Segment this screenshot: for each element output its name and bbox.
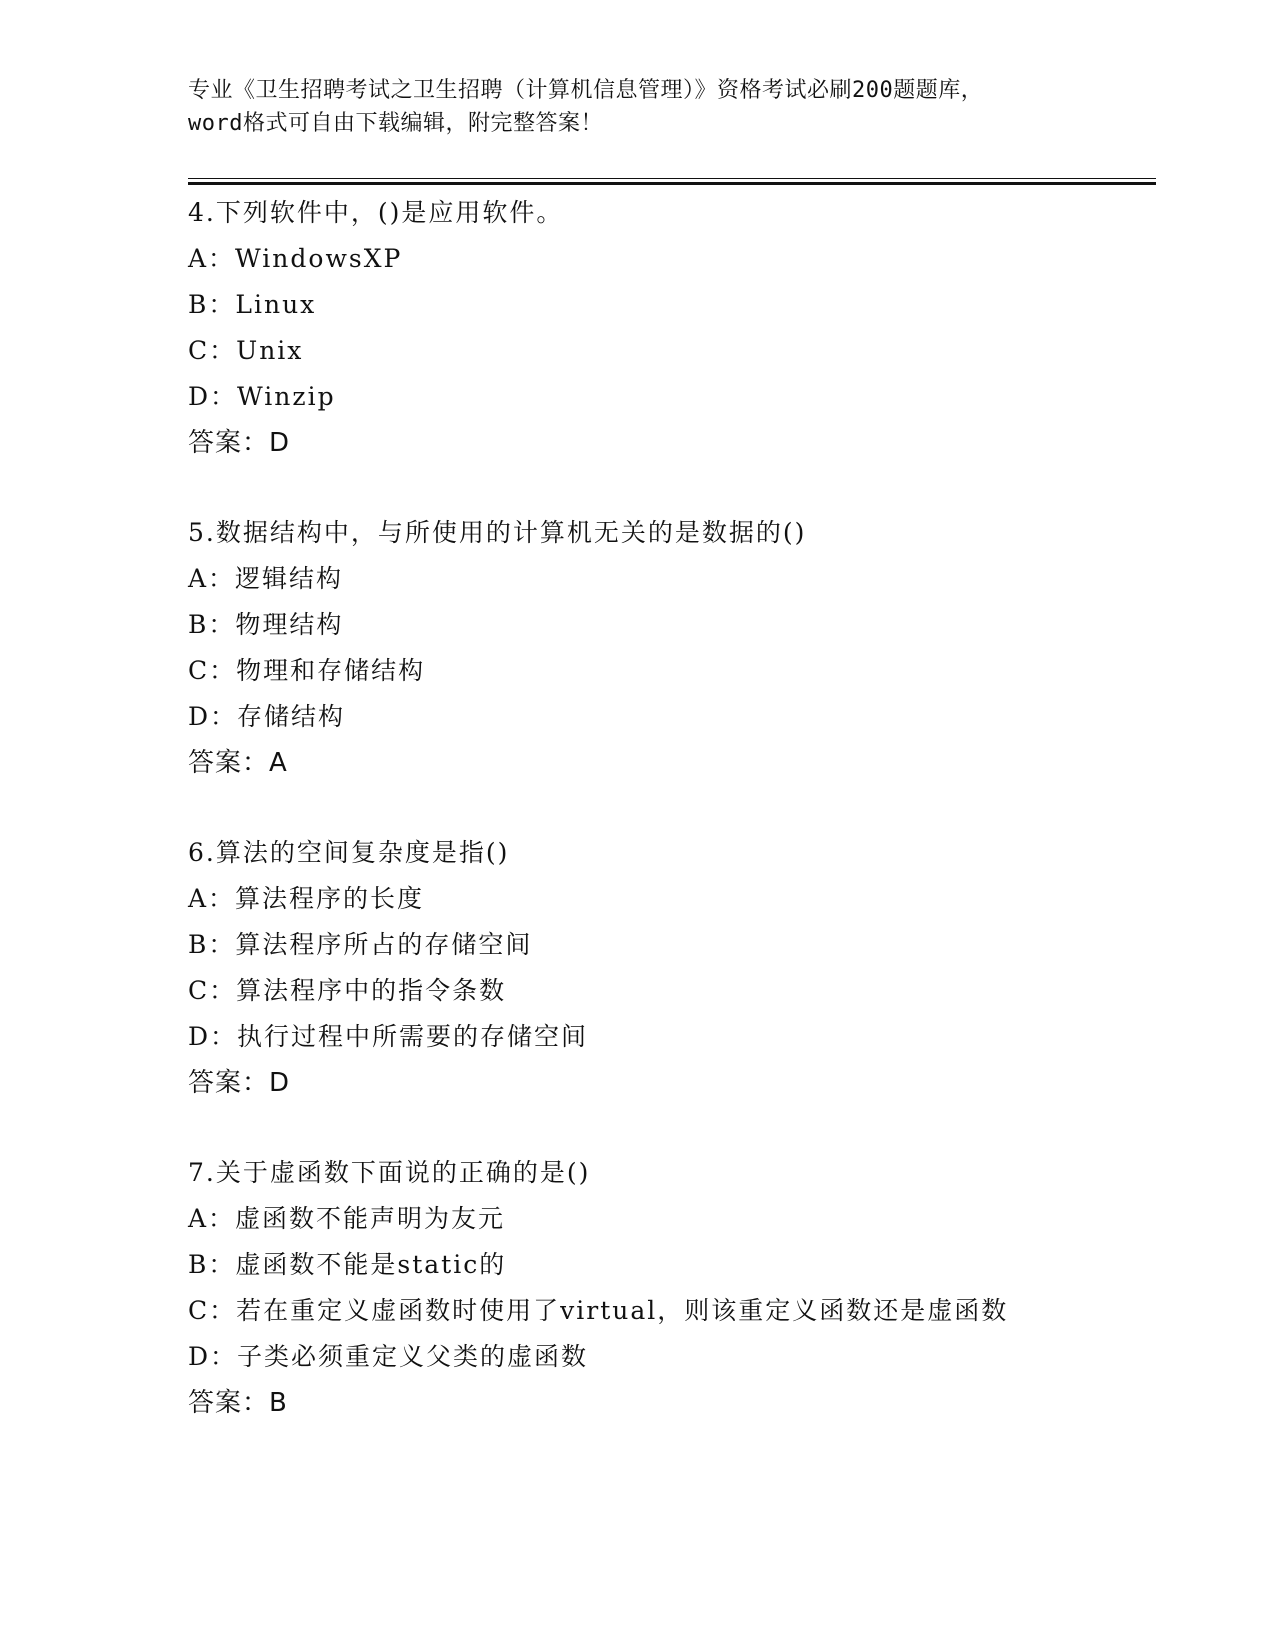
- answer-line: 答案：D: [188, 1068, 291, 1098]
- question-stem: 7.关于虚函数下面说的正确的是(): [188, 1158, 591, 1187]
- option-a: A：算法程序的长度: [188, 884, 425, 913]
- answer-line: 答案：A: [188, 748, 288, 778]
- option-c: C：Unix: [188, 336, 304, 365]
- header-divider-thick: [188, 182, 1156, 185]
- option-b: B：虚函数不能是static的: [188, 1250, 507, 1279]
- document-header: [188, 74, 1088, 140]
- option-a: A：虚函数不能声明为友元: [188, 1204, 506, 1233]
- question-block: [188, 190, 1168, 466]
- option-b: B：Linux: [188, 290, 317, 319]
- question-stem: 6.算法的空间复杂度是指(): [188, 838, 510, 867]
- option-d: D：存储结构: [188, 702, 346, 731]
- option-c: C：物理和存储结构: [188, 656, 426, 685]
- option-d: D：执行过程中所需要的存储空间: [188, 1022, 589, 1051]
- question-stem: 4.下列软件中，()是应用软件。: [188, 198, 564, 227]
- option-b: B：算法程序所占的存储空间: [188, 930, 533, 959]
- option-b: B：物理结构: [188, 610, 344, 639]
- question-stem: 5.数据结构中，与所使用的计算机无关的是数据的(): [188, 518, 807, 547]
- option-a: A：逻辑结构: [188, 564, 344, 593]
- question-block: [188, 830, 1168, 1106]
- answer-line: 答案：B: [188, 1388, 288, 1418]
- answer-line: 答案：D: [188, 428, 291, 458]
- question-block: [188, 510, 1168, 786]
- header-line-2: word格式可自由下载编辑，附完整答案！: [188, 111, 603, 136]
- question-block: [188, 1150, 1168, 1426]
- option-c: C：算法程序中的指令条数: [188, 976, 507, 1005]
- option-d: D：Winzip: [188, 382, 336, 411]
- header-divider-thin: [188, 178, 1156, 179]
- option-c: C：若在重定义虚函数时使用了virtual，则该重定义函数还是虚函数: [188, 1296, 1009, 1325]
- header-line-1: 专业《卫生招聘考试之卫生招聘（计算机信息管理）》资格考试必刷200题题库，: [188, 78, 984, 103]
- option-d: D：子类必须重定义父类的虚函数: [188, 1342, 589, 1371]
- option-a: A：WindowsXP: [188, 244, 403, 273]
